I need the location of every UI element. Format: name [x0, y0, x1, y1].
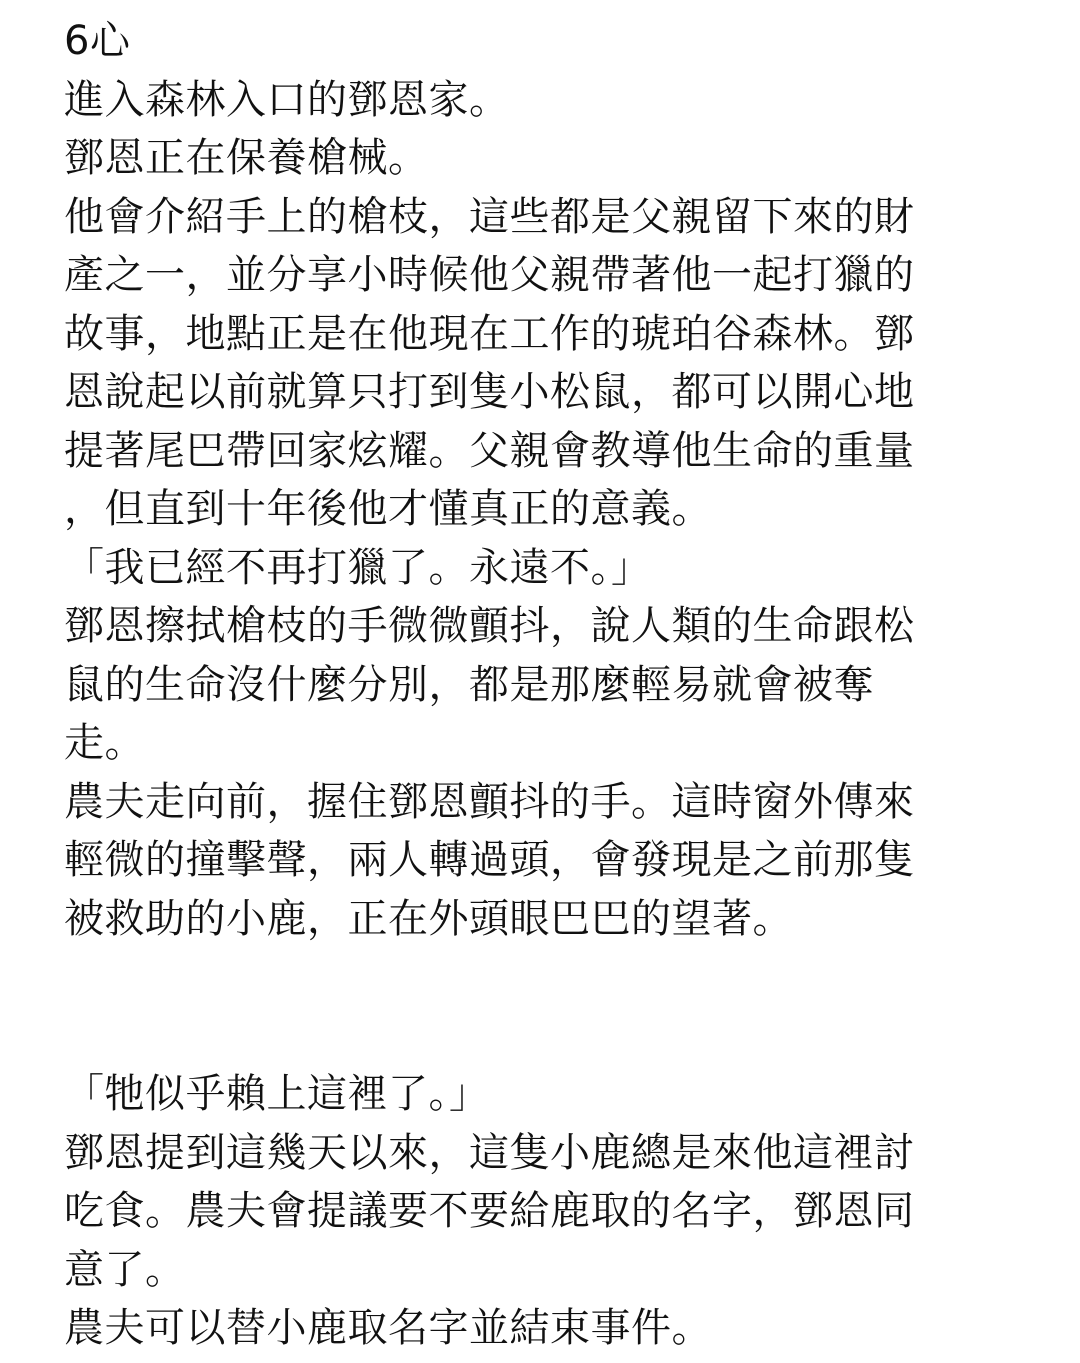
text-line: 鄧恩正在保養槍械。 [64, 135, 429, 181]
page-bottom-edge [0, 1357, 1080, 1363]
dialogue-line: 「牠似乎賴上這裡了。」 [64, 1071, 490, 1117]
text-line: 提著尾巴帶回家炫耀。父親會教導他生命的重量 [64, 427, 915, 474]
text-line: 鄧恩提到這幾天以來，這隻小鹿總是來他這裡討 [64, 1129, 915, 1176]
text-line: 輕微的撞擊聲，兩人轉過頭，會發現是之前那隻 [64, 837, 915, 883]
text-line: 意了。 [64, 1246, 186, 1293]
dialogue-line: 「我已經不再打獵了。永遠不。」 [64, 544, 652, 591]
document-body [64, 12, 1024, 1358]
text-line: 走。 [64, 720, 145, 766]
text-line: 進入森林入口的鄧恩家。 [64, 76, 510, 123]
section-heading: 6心 [64, 18, 131, 64]
text-line: 恩說起以前就算只打到隻小松鼠，都可以開心地 [64, 369, 915, 415]
text-line: 吃食。農夫會提議要不要給鹿取的名字，鄧恩同 [64, 1188, 915, 1234]
text-line: 農夫走向前，握住鄧恩顫抖的手。這時窗外傳來 [64, 778, 915, 825]
text-line: 故事，地點正是在他現在工作的琥珀谷森林。鄧 [64, 310, 915, 357]
text-line: 鄧恩擦拭槍枝的手微微顫抖，說人類的生命跟松 [64, 603, 915, 649]
text-line: 被救助的小鹿，正在外頭眼巴巴的望著。 [64, 895, 793, 942]
text-line: 鼠的生命沒什麼分別，都是那麼輕易就會被奪 [64, 661, 874, 708]
text-line: ，但直到十年後他才懂真正的意義。 [64, 486, 712, 532]
paragraph-break [64, 948, 1024, 1065]
text-line: 農夫可以替小鹿取名字並結束事件。 [64, 1305, 712, 1351]
text-line: 他會介紹手上的槍枝，這些都是父親留下來的財 [64, 193, 915, 240]
text-line: 產之一，並分享小時候他父親帶著他一起打獵的 [64, 252, 915, 298]
